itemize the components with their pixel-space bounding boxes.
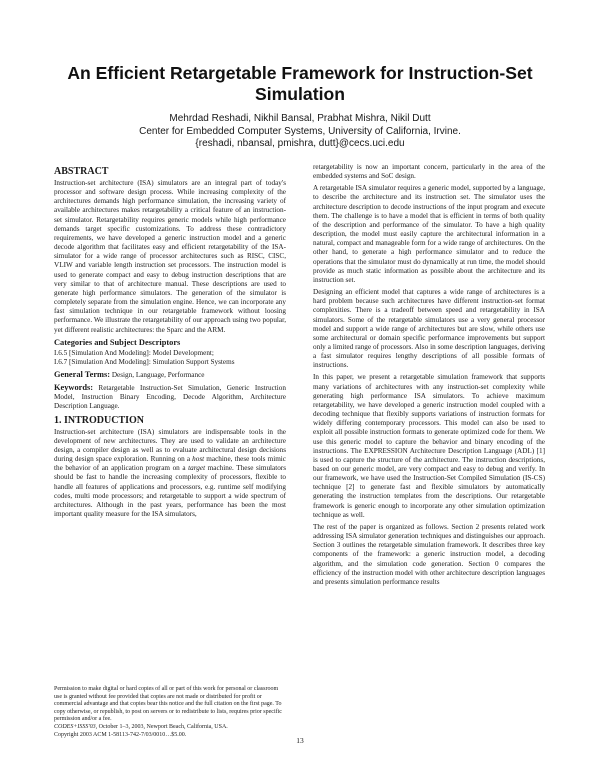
introduction-paragraph-1-continued: retargetability is now an important concern, particularly in the area of the embedded systems and SoC design. [313, 163, 545, 181]
introduction-heading: 1. INTRODUCTION [54, 414, 145, 426]
intro-p1-part-c: machine. These simulators should be fast to handle the increasing complexity of processors, flexible to handle all features of applications and processors, e.g. runtime self modifying codes, multi mode processors; and retargetable to support a wide spectrum of architectures. Although in the past years, performance has been the most important quality measure for the ISA simulators, [54, 464, 287, 518]
intro-p1-part-a: Instruction-set architecture (ISA) simulators are indispensable tools in the development of new architectures. They are used to validate an architecture design, a compiler design as well as to evaluate architectural design decisions during design space exploration. Running on a [54, 427, 286, 464]
copyright-line: Copyright 2003 ACM 1-58113-742-7/03/0010…$5.00. [54, 731, 187, 738]
introduction-paragraph-2: A retargetable ISA simulator requires a generic model, supported by a language, to describe the architecture and its instruction set. The simulator uses the architecture description to decode instructions of the input program and execute them. The challenge is to have a model that is efficient in terms of both quality of the description and performance of the simulator. To have a high quality description, the model must easily capture the architectural information in a natural, compact and manageable form for a wide range of architectures. On the other hand, to generate a high performance simulator and to reduce the operations that the simulator must do dynamically at run time, the model should provide as much static information as possible about the architecture and its instruction set. [313, 184, 545, 284]
author-block [40, 113, 560, 151]
category-item-1: I.6.5 [Simulation And Modeling]: Model Development; [54, 348, 214, 357]
author-email: {reshadi, nbansal, pmishra, dutt}@cecs.uci.edu [195, 138, 405, 149]
general-terms-label: General Terms: [54, 369, 111, 379]
keywords [54, 383, 286, 411]
abstract-heading: ABSTRACT [54, 166, 109, 177]
left-column [54, 163, 286, 522]
general-terms-text: Design, Language, Performance [110, 370, 205, 379]
category-item-2: I.6.7 [Simulation And Modeling]: Simulation Support Systems [54, 357, 235, 366]
conference-line [54, 724, 286, 732]
page-number: 13 [296, 736, 304, 745]
conference-name: CODES+ISSS'03, [54, 723, 98, 730]
conference-detail: October 1–3, 2003, Newport Beach, California, USA. [97, 723, 228, 730]
introduction-paragraph-5: The rest of the paper is organized as follows. Section 2 presents related work addressing ISA simulator generation techniques and distinguishes our approach. Section 3 outlines the retargetable simulation framework. It describes three key components of the framework: a generic instruction model, a decoding algorithm, and the simulation code generation. Section 0 compares the efficiency of the instruction model with other architecture description languages and presents simulation performance results [313, 522, 545, 586]
keywords-label: Keywords: [54, 383, 94, 393]
intro-host-term: host [192, 455, 205, 464]
author-affiliation: Center for Embedded Computer Systems, University of California, Irvine. [139, 125, 461, 137]
permission-footnote [54, 686, 286, 739]
introduction-paragraph-3: Designing an efficient model that captures a wide range of architectures is a hard problem because such architectures have different instruction-set format complexities. There is a tradeoff between speed and retargetability in ISA simulators. Some of the retargetable simulators use a very general processor model and support a wide range of architectures but are slow, while others use some architectural or domain specific performance improvements but support only a limited range of processors. Also in some description languages, deriving a fast simulator requires lengthy descriptions of all possible formats of instructions. [313, 288, 545, 370]
right-column [313, 163, 545, 590]
abstract-text: Instruction-set architecture (ISA) simulators are an integral part of today's processor and software design process. While increasing complexity of the architectures demands high performance simulation, the increasing variety of available architectures makes retargetability a critical feature of an instruction-set simulator. Retargetability requires generic models while high performance demands target specific customizations. To address these contradictory requirements, we have developed a generic instruction model and a generic decode algorithm that facilitates easy and efficient retargetability of the ISA-simulator for a wide range of processor architectures such as RISC, CISC, VLIW and variable length instruction set processors. The instruction model is used to generate compact and easy to debug instruction descriptions that are very similar to that of architecture manual. These descriptions are used to generate high performance simulators. The generation of the simulator is completely separate from the simulation engine. Hence, we can incorporate any fast simulation technique in our retargetable framework without loosing performance. We illustrate the retargetability of our approach using two popular, yet different realistic architectures: the Sparc and the ARM. [54, 179, 286, 334]
intro-target-term: target [188, 464, 206, 473]
intro-p1-part-b: machine, these tools mimic the behavior of an application program on a [54, 455, 286, 473]
general-terms [54, 370, 286, 380]
keywords-text: Retargetable Instruction-Set Simulation, Generic Instruction Model, Instruction Binary Encoding, Decode Algorithm, Architecture Description Language. [54, 384, 286, 411]
categories-heading: Categories and Subject Descriptors [54, 337, 181, 347]
permission-text: Permission to make digital or hard copies of all or part of this work for personal or classroom use is granted without fee provided that copies are not made or distributed for profit or commercial advantage and that copies bear this notice and the full citation on the first page. To copy otherwise, or republish, to post on servers or to redistribute to lists, requires prior specific permission and/or a fee. [54, 686, 282, 723]
author-names: Mehrdad Reshadi, Nikhil Bansal, Prabhat Mishra, Nikil Dutt [169, 113, 431, 124]
introduction-paragraph-1 [54, 428, 286, 520]
introduction-paragraph-4: In this paper, we present a retargetable simulation framework that supports many variations of architectures with any instruction-set complexity while generating high performance ISA simulators. To achieve maximum retargetability, we have developed a generic instruction model coupled with a decoding technique that flexibly supports variations of instruction formats for widely differing contemporary processors. This model can also be used to exploit all possible instruction formats to generate optimized code for them. We use this generic model to capture the behavior and binary encoding of the instructions. The EXPRESSION Architecture Description Language (ADL) [1] is used to capture the structure of the architecture. The instruction descriptions, based on our generic model, are very compact and easy to debug and verify. In our framework, we have used the Instruction-Set Compiled Simulation (IS-CS) technique [2] to generate fast and flexible simulators by automatically generating the instruction templates from the descriptions. Our retargetable framework is generic enough to incorporate any other simulation optimization technique as well. [313, 373, 545, 519]
paper-title: An Efficient Retargetable Framework for Instruction-Set Simulation [67, 63, 533, 104]
